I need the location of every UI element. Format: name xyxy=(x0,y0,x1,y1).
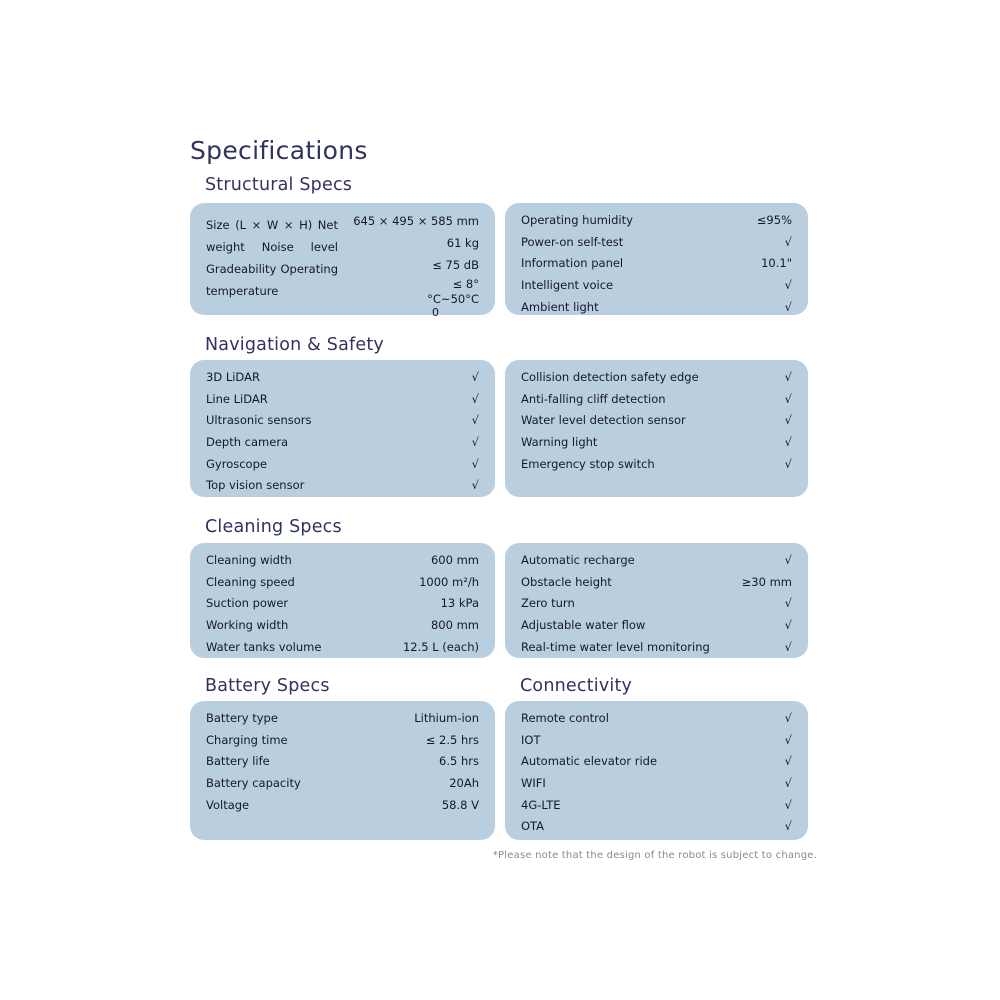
check-mark: √ xyxy=(784,277,792,292)
spec-row xyxy=(206,750,479,772)
spec-label: Information panel xyxy=(521,256,624,271)
spec-value: ≤ 2.5 hrs xyxy=(425,732,479,747)
check-mark: √ xyxy=(784,413,792,428)
label-token: Net xyxy=(317,218,338,232)
spec-row xyxy=(206,794,479,816)
spec-label: Ultrasonic sensors xyxy=(206,413,312,428)
spec-row xyxy=(521,388,792,410)
spec-panel xyxy=(505,701,808,840)
spec-row xyxy=(206,707,479,729)
spec-panel xyxy=(190,203,495,319)
label-token: weight xyxy=(206,240,245,254)
spec-row xyxy=(206,772,479,794)
spec-label: Battery type xyxy=(206,710,278,725)
spec-value: 645 × 495 × 585 mm xyxy=(353,214,479,228)
check-mark: √ xyxy=(784,369,792,384)
page-title: Specifications xyxy=(190,136,368,165)
check-mark: √ xyxy=(784,434,792,449)
check-mark: √ xyxy=(784,710,792,725)
label-token: temperature xyxy=(206,284,279,298)
check-mark: √ xyxy=(471,434,479,449)
check-mark: √ xyxy=(784,299,792,314)
spec-row xyxy=(206,388,479,410)
spec-row xyxy=(206,431,479,453)
spec-label: Collision detection safety edge xyxy=(521,369,699,384)
spec-label: Battery life xyxy=(206,754,270,769)
spec-label: Power-on self-test xyxy=(521,234,624,249)
spec-label: Line LiDAR xyxy=(206,391,268,406)
spec-row xyxy=(521,453,792,475)
spec-label: Cleaning speed xyxy=(206,574,295,589)
spec-value: 12.5 L (each) xyxy=(402,639,479,654)
spec-label: Automatic recharge xyxy=(521,552,635,567)
spec-row xyxy=(206,409,479,431)
spec-row xyxy=(521,794,792,816)
section-title: Cleaning Specs xyxy=(205,517,342,537)
check-mark: √ xyxy=(784,797,792,812)
spec-label: Gyroscope xyxy=(206,456,267,471)
footnote: *Please note that the design of the robot is subject to change. xyxy=(492,850,817,861)
spec-label xyxy=(206,236,338,258)
check-mark: √ xyxy=(471,456,479,471)
spec-panel xyxy=(190,543,495,658)
spec-value: Lithium-ion xyxy=(414,710,479,725)
spec-value: ≤95% xyxy=(756,212,792,227)
check-mark: √ xyxy=(784,775,792,790)
label-token: × xyxy=(283,218,294,232)
spec-label: 4G-LTE xyxy=(521,797,561,812)
spec-label: Operating humidity xyxy=(521,212,633,227)
check-mark: √ xyxy=(471,391,479,406)
spec-label: Warning light xyxy=(521,434,598,449)
check-mark: √ xyxy=(471,478,479,493)
check-mark: √ xyxy=(784,596,792,611)
spec-value: 10.1" xyxy=(761,256,792,271)
spec-row xyxy=(206,592,479,614)
spec-panel xyxy=(190,360,495,497)
label-token: H) xyxy=(299,218,313,232)
check-mark: √ xyxy=(784,391,792,406)
spec-row xyxy=(521,636,792,658)
check-mark: √ xyxy=(784,754,792,769)
spec-value: 6.5 hrs xyxy=(439,754,479,769)
check-mark: √ xyxy=(784,234,792,249)
spec-panel xyxy=(505,360,808,497)
spec-value: 58.8 V xyxy=(441,797,479,812)
check-mark: √ xyxy=(784,552,792,567)
spec-row xyxy=(521,614,792,636)
check-mark: √ xyxy=(784,617,792,632)
spec-label: IOT xyxy=(521,732,541,747)
label-token: level xyxy=(310,240,338,254)
spec-panel xyxy=(505,543,808,658)
label-token: W xyxy=(266,218,279,232)
spec-row xyxy=(206,571,479,593)
spec-label: Cleaning width xyxy=(206,552,292,567)
wrapped-spec-layout xyxy=(206,209,479,319)
spec-row xyxy=(206,474,479,496)
spec-label: Working width xyxy=(206,617,289,632)
spec-label: 3D LiDAR xyxy=(206,369,260,384)
check-mark: √ xyxy=(784,639,792,654)
spec-value: ≤ 8° xyxy=(452,277,479,291)
spec-label: Suction power xyxy=(206,596,289,611)
spec-row xyxy=(521,571,792,593)
spec-label: OTA xyxy=(521,819,545,834)
label-token: Size xyxy=(206,218,230,232)
spec-value: ≥30 mm xyxy=(741,574,792,589)
spec-label: Obstacle height xyxy=(521,574,612,589)
spec-row xyxy=(521,252,792,274)
spec-label: WIFI xyxy=(521,775,546,790)
spec-row xyxy=(521,231,792,253)
spec-label: Remote control xyxy=(521,710,609,725)
spec-value: 600 mm xyxy=(430,552,479,567)
section-title: Battery Specs xyxy=(205,676,330,696)
spec-label: Top vision sensor xyxy=(206,478,305,493)
spec-row xyxy=(206,453,479,475)
spec-label: Battery capacity xyxy=(206,775,301,790)
section-title: Structural Specs xyxy=(205,175,353,195)
spec-row xyxy=(206,614,479,636)
spec-label xyxy=(206,258,338,280)
spec-row xyxy=(206,729,479,751)
check-mark: √ xyxy=(471,369,479,384)
label-token: × xyxy=(251,218,262,232)
label-token: (L xyxy=(235,218,247,232)
spec-row xyxy=(521,772,792,794)
spec-label: Charging time xyxy=(206,732,288,747)
spec-value: °C~50°C xyxy=(427,292,479,306)
spec-row xyxy=(521,707,792,729)
check-mark: √ xyxy=(471,413,479,428)
section-title: Connectivity xyxy=(520,676,633,696)
spec-label xyxy=(206,214,338,236)
spec-label: Automatic elevator ride xyxy=(521,754,658,769)
section-title: Navigation & Safety xyxy=(205,335,384,355)
spec-panel xyxy=(505,203,808,315)
spec-row xyxy=(206,549,479,571)
spec-row xyxy=(521,592,792,614)
spec-value: 13 kPa xyxy=(440,596,479,611)
spec-label: Intelligent voice xyxy=(521,277,614,292)
spec-value: 800 mm xyxy=(430,617,479,632)
spec-row xyxy=(521,209,792,231)
wrapped-labels xyxy=(206,209,338,315)
spec-label: Emergency stop switch xyxy=(521,456,655,471)
spec-value: 0 xyxy=(432,306,439,319)
spec-value: 61 kg xyxy=(446,236,479,250)
label-token: Noise xyxy=(261,240,294,254)
spec-label: Depth camera xyxy=(206,434,289,449)
spec-row xyxy=(521,431,792,453)
check-mark: √ xyxy=(784,819,792,834)
spec-row xyxy=(521,366,792,388)
temperature-value xyxy=(338,276,479,318)
spec-panel xyxy=(190,701,495,840)
spec-label: Voltage xyxy=(206,797,250,812)
label-token: Gradeability xyxy=(206,262,277,276)
spec-row xyxy=(521,549,792,571)
spec-row xyxy=(521,815,792,837)
spec-value: 1000 m²/h xyxy=(419,574,479,589)
spec-row xyxy=(521,750,792,772)
check-mark: √ xyxy=(784,732,792,747)
spec-label xyxy=(206,280,338,302)
spec-row xyxy=(521,729,792,751)
check-mark: √ xyxy=(784,456,792,471)
spec-label: Water level detection sensor xyxy=(521,413,686,428)
spec-label: Water tanks volume xyxy=(206,639,322,654)
spec-row xyxy=(206,366,479,388)
label-token: Operating xyxy=(280,262,338,276)
spec-label: Ambient light xyxy=(521,299,599,314)
spec-row xyxy=(521,296,792,318)
spec-label: Adjustable water flow xyxy=(521,617,646,632)
spec-row xyxy=(206,636,479,658)
spec-value: ≤ 75 dB xyxy=(432,258,479,272)
spec-row xyxy=(521,274,792,296)
spec-label: Real-time water level monitoring xyxy=(521,639,710,654)
spec-label: Anti-falling cliff detection xyxy=(521,391,666,406)
spec-row xyxy=(521,409,792,431)
spec-label: Zero turn xyxy=(521,596,575,611)
spec-value: 20Ah xyxy=(449,775,479,790)
wrapped-values xyxy=(338,209,479,319)
